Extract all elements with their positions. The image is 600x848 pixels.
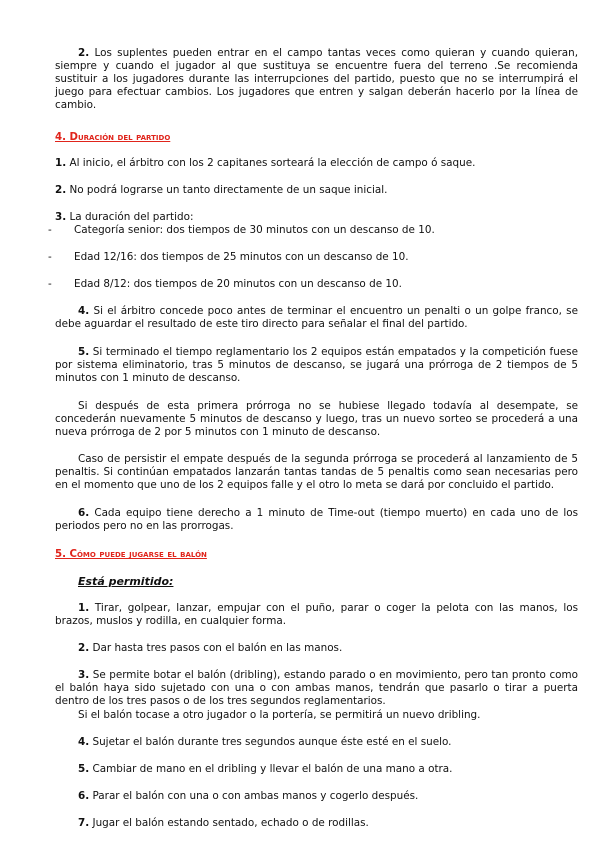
item-number: 5.: [78, 346, 90, 358]
item-text: Se permite botar el balón (dribling), estando parado o en movimiento, pero tan pronto como el balón haya sido sujetado con una o con ambas manos, tendrán que pasarlo o tirar a puerta dentro de los tres pasos o de los tres segundos reglamentarios.: [55, 669, 578, 707]
section-5-item-6: [55, 790, 578, 803]
item-text: Tirar, golpear, lanzar, empujar con el puño, parar o coger la pelota con las manos, los brazos, muslos y rodilla, en cualquier forma.: [55, 602, 578, 627]
section-4-item-4: [55, 305, 578, 331]
section-4-item-5: [55, 346, 578, 385]
item-number: 1.: [78, 602, 90, 614]
list-dash: -: [48, 251, 52, 263]
item-number: 6.: [78, 790, 90, 802]
item-text: Sujetar el balón durante tres segundos aunque éste esté en el suelo.: [92, 736, 452, 748]
item-number: 6.: [78, 507, 90, 519]
list-dash: -: [48, 224, 52, 236]
item-text: Si terminado el tiempo reglamentario los 2 equipos están empatados y la competición fuese por sistema eliminatorio, tras 5 minutos de descanso, se jugará una prórroga de 2 tiempos de 5 minutos con 1 minuto de descanso.: [55, 346, 578, 384]
section-5-item-2: [55, 642, 578, 655]
item-number: 2.: [55, 184, 67, 196]
item-text: Dar hasta tres pasos con el balón en las manos.: [92, 642, 343, 654]
item-text: Parar el balón con una o con ambas manos y cogerlo después.: [92, 790, 419, 802]
item-text: Los suplentes pueden entrar en el campo tantas veces como quieran y cuando quieran, siempre y cuando el jugador al que sustituya se encuentre fuera del terreno .Se recomienda sustituir a los jugadores durante las interrupciones del partido, puesto que no se interrumpirá el juego para efectuar cambios. Los jugadores que entren y salgan deberán hacerlo por la línea de cambio.: [55, 47, 578, 111]
section-4-heading: 4. Duración del partido: [55, 132, 171, 143]
allowed-subheading: Está permitido:: [78, 575, 174, 588]
item-text: Al inicio, el árbitro con los 2 capitanes sorteará la elección de campo ó saque.: [69, 157, 476, 169]
item-number: 5.: [78, 763, 90, 775]
item-text: La duración del partido:: [69, 211, 194, 223]
item-number: 2.: [78, 642, 90, 654]
section-4-item-1: [55, 157, 578, 170]
item-number: 4.: [78, 305, 90, 317]
section-4-item-3: [55, 211, 578, 224]
section-4-item-2: [55, 184, 578, 197]
paragraph-penalties: Caso de persistir el empate después de la segunda prórroga se procederá al lanzamiento de 5 penaltis. Si continúan empatados lanzarán tantas tandas de 5 penaltis como sean necesarias pero en el momento que uno de los 2 equipos falle y el otro lo meta se dará por concluido el partido.: [55, 453, 578, 491]
duration-12-16: Edad 12/16: dos tiempos de 25 minutos con un descanso de 10.: [74, 251, 409, 263]
paragraph-second-extra-time: Si después de esta primera prórroga no se hubiese llegado todavía al desempate, se concederán nuevamente 5 minutos de descanso y luego, tras un nuevo sorteo se procederá a una nueva prórroga de 2 por 5 minutos con 1 minuto de descanso.: [55, 400, 578, 438]
duration-8-12: Edad 8/12: dos tiempos de 20 minutos con un descanso de 10.: [74, 278, 402, 290]
section-5-heading: 5. Cómo puede jugarse el balón: [55, 549, 207, 560]
item-text: No podrá lograrse un tanto directamente de un saque inicial.: [69, 184, 388, 196]
item-number: 1.: [55, 157, 67, 169]
duration-senior: Categoría senior: dos tiempos de 30 minutos con un descanso de 10.: [74, 224, 435, 236]
list-dash: -: [48, 278, 52, 290]
item-number: 3.: [78, 669, 90, 681]
item-text: Cada equipo tiene derecho a 1 minuto de Time-out (tiempo muerto) en cada uno de los periodos pero no en las prorrogas.: [55, 507, 578, 532]
section-4-item-6: [55, 507, 578, 533]
item-number: 4.: [78, 736, 90, 748]
section-5-item-1: [55, 602, 578, 628]
section-5-item-3: [55, 669, 578, 708]
item-number: 7.: [78, 817, 90, 829]
section-5-item-3-continuation: Si el balón tocase a otro jugador o la portería, se permitirá un nuevo dribling.: [78, 709, 481, 721]
section-5-item-5: [55, 763, 578, 776]
section-5-item-4: [55, 736, 578, 749]
item-number: 2.: [78, 47, 90, 59]
section-5-item-7: [55, 817, 578, 830]
item-number: 3.: [55, 211, 67, 223]
item-text: Si el árbitro concede poco antes de terminar el encuentro un penalti o un golpe franco, se debe aguardar el resultado de este tiro directo para señalar el final del partido.: [55, 305, 578, 330]
item-text: Jugar el balón estando sentado, echado o de rodillas.: [92, 817, 369, 829]
item-text: Cambiar de mano en el dribling y llevar el balón de una mano a otra.: [92, 763, 453, 775]
paragraph-substitutes: [55, 47, 578, 112]
